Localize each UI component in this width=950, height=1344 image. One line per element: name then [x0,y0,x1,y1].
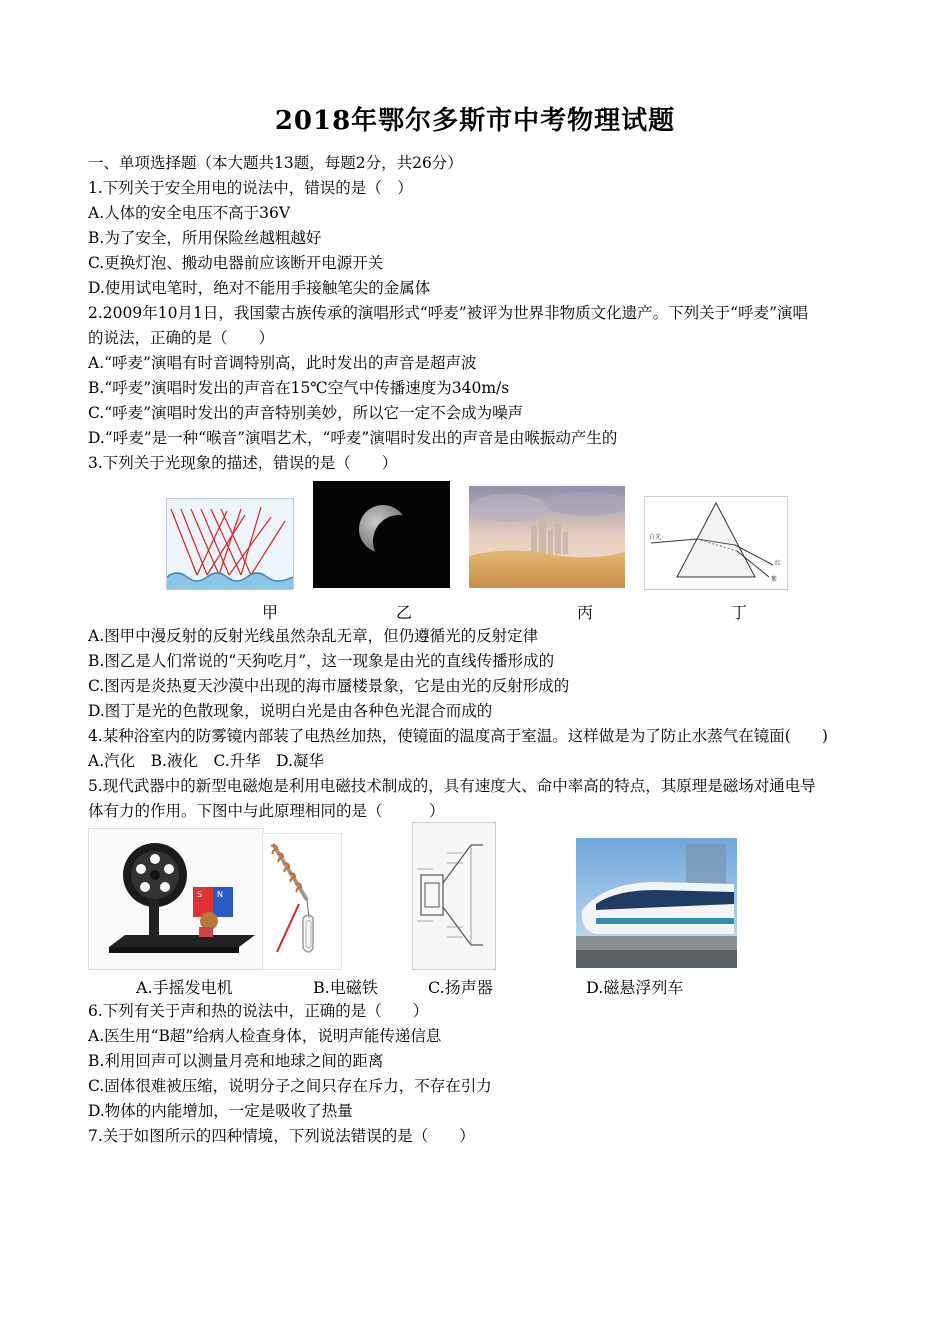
q6-option-c: C.固体很难被压缩，说明分子之间只存在斥力，不存在引力 [88,1077,492,1095]
caption-yi: 乙 [396,603,413,622]
q6-option-d: D.物体的内能增加，一定是吸收了热量 [88,1102,353,1120]
q6-option-b: B.利用回声可以测量月亮和地球之间的距离 [88,1052,384,1070]
desert-mirage-photo [469,486,625,588]
caption-ding: 丁 [731,603,748,622]
q1-option-d: D.使用试电笔时，绝对不能用手接触笔尖的金属体 [88,279,431,297]
prism-label-white: 白光 [649,534,662,541]
q2-option-c: C.“呼麦”演唱时发出的声音特别美妙，所以它一定不会成为噪声 [88,404,524,422]
prism-dispersion-figure [644,496,788,590]
q5-caption-c: C.扬声器 [428,978,493,997]
speaker-diagram [412,822,496,970]
q5-caption-d: D.磁悬浮列车 [586,978,684,997]
q7-stem: 7.关于如图所示的四种情境，下列说法错误的是（ ） [88,1127,475,1145]
q5-caption-a: A.手摇发电机 [136,978,233,997]
q6-option-a: A.医生用“B超”给病人检查身体，说明声能传递信息 [88,1027,442,1045]
page-title: 2018年鄂尔多斯市中考物理试题 [274,106,676,136]
maglev-train-photo [576,838,737,968]
caption-bing: 丙 [577,603,594,622]
section-heading: 一、单项选择题（本大题共13题，每题2分，共26分） [88,154,463,172]
q1-option-b: B.为了安全，所用保险丝越粗越好 [88,229,322,247]
q3-option-d: D.图丁是光的色散现象，说明白光是由各种色光混合而成的 [88,702,493,720]
svg-text:S: S [197,890,203,899]
q2-stem-line2: 的说法，正确的是（ ） [88,329,275,347]
q5-stem-line2: 体有力的作用。下图中与此原理相同的是（ ） [88,802,445,820]
svg-text:N: N [217,890,223,899]
q2-stem-line1: 2.2009年10月1日，我国蒙古族传承的演唱形式“呼麦”被评为世界非物质文化遗产。下列关于“呼麦”演唱 [88,304,809,322]
prism-label-red: 红 [775,560,782,567]
q3-option-c: C.图丙是炎热夏天沙漠中出现的海市蜃楼景象，它是由光的反射形成的 [88,677,570,695]
q2-option-a: A.“呼麦”演唱有时音调特别高，此时发出的声音是超声波 [88,354,477,372]
q4-options: A.汽化 B.液化 C.升华 D.凝华 [88,752,324,770]
q5-caption-b: B.电磁铁 [313,978,378,997]
lunar-eclipse-photo [313,481,450,588]
hand-generator-photo [88,828,264,970]
caption-jia: 甲 [262,603,279,622]
q4-stem: 4.某种浴室内的防雾镜内部装了电热丝加热，使镜面的温度高于室温。这样做是为了防止水蒸气在镜面( ) [88,727,828,745]
q3-option-b: B.图乙是人们常说的“天狗吃月”，这一现象是由光的直线传播形成的 [88,652,555,670]
q3-option-a: A.图甲中漫反射的反射光线虽然杂乱无章，但仍遵循光的反射定律 [88,627,539,645]
q2-option-b: B.“呼麦”演唱时发出的声音在15℃空气中传播速度为340m/s [88,379,510,397]
q1-option-a: A.人体的安全电压不高于36V [88,204,291,222]
q1-option-c: C.更换灯泡、搬动电器前应该断开电源开关 [88,254,384,272]
q2-option-d: D.“呼麦”是一种“喉音”演唱艺术，“呼麦”演唱时发出的声音是由喉振动产生的 [88,429,618,447]
q1-stem: 1.下列关于安全用电的说法中，错误的是（ ） [88,179,413,197]
prism-label-violet: 紫 [771,576,778,583]
q3-stem: 3.下列关于光现象的描述，错误的是（ ） [88,454,398,472]
electromagnet-photo [262,833,342,970]
diffuse-reflection-figure [166,498,294,590]
q6-stem: 6.下列有关于声和热的说法中，正确的是（ ） [88,1002,429,1020]
q5-stem-line1: 5.现代武器中的新型电磁炮是利用电磁技术制成的，具有速度大、命中率高的特点，其原理是磁场对通电导 [88,777,816,795]
